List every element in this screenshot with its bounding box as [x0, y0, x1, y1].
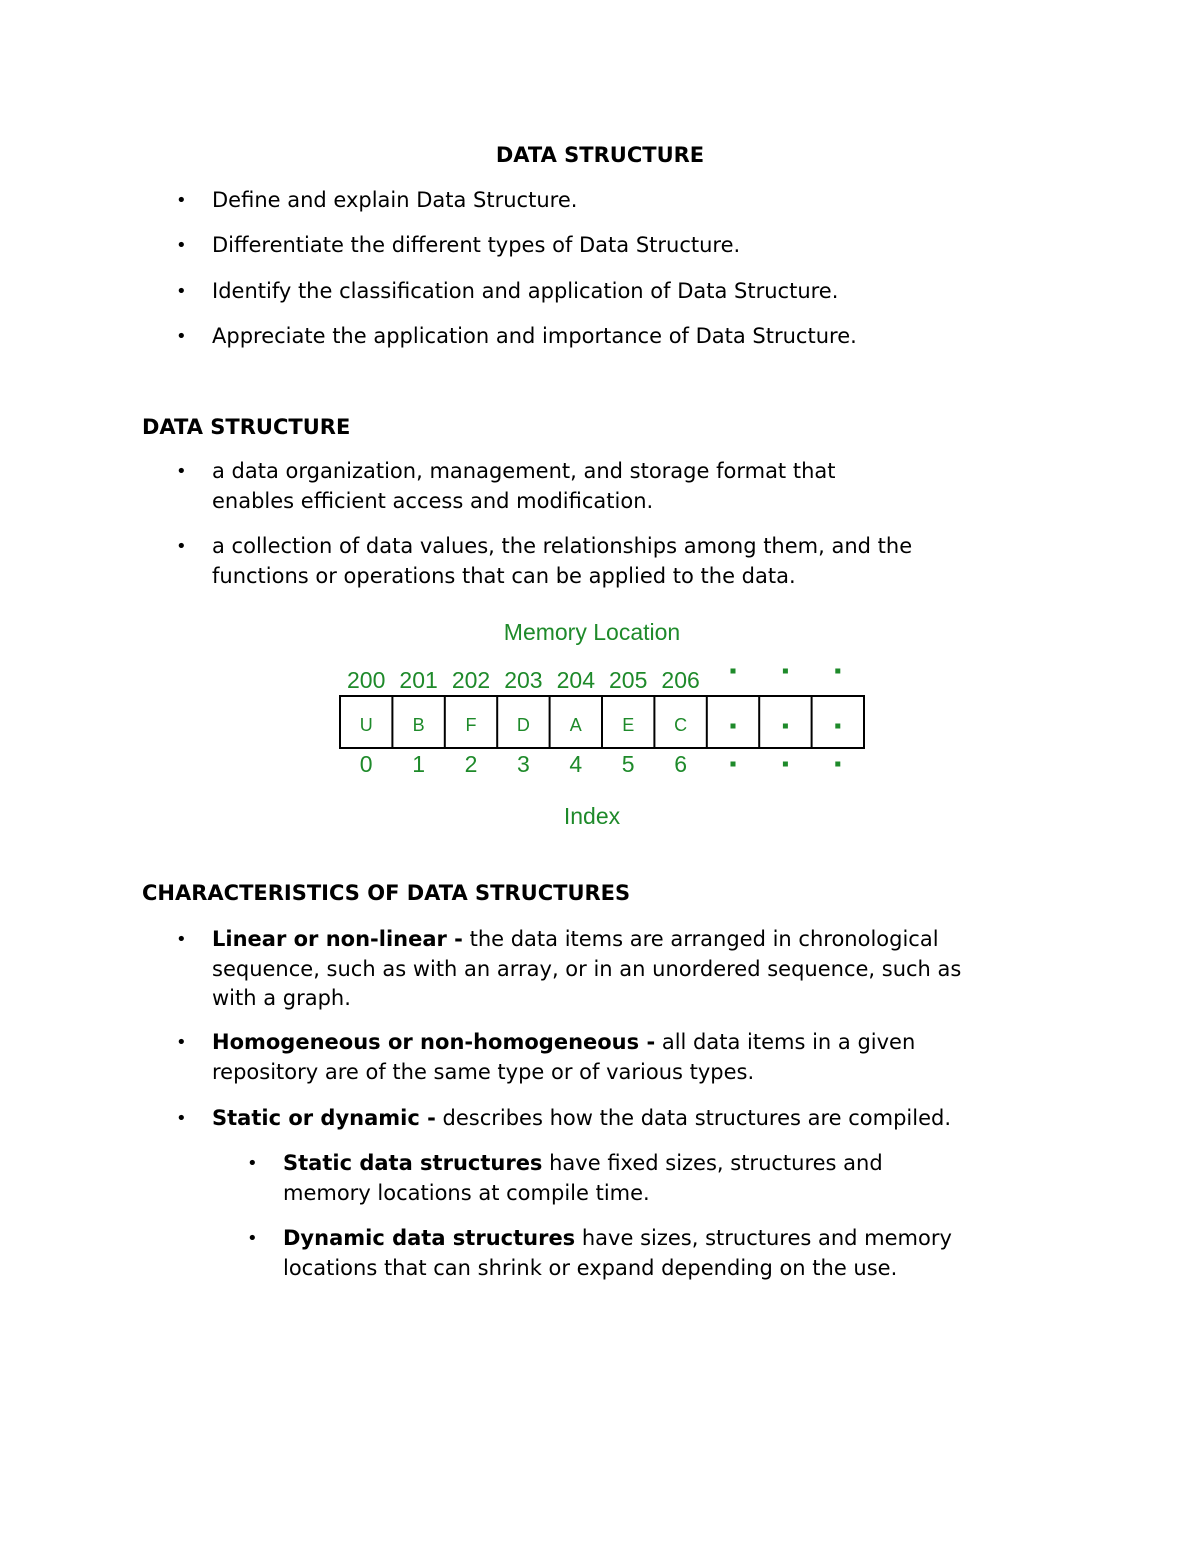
- memory-address-label: 201: [399, 667, 438, 693]
- bullet-icon: •: [176, 281, 187, 302]
- bullet-icon: •: [247, 1153, 258, 1174]
- array-index-label: 1: [412, 751, 425, 777]
- array-index-label: 4: [569, 751, 583, 777]
- array-cell-value: C: [674, 715, 688, 735]
- characteristic-item: • Static or dynamic - describes how the data structures are compiled.: [212, 1104, 1072, 1134]
- section-heading-characteristics: CHARACTERISTICS OF DATA STRUCTURES: [142, 881, 631, 905]
- array-cell-value: E: [622, 715, 635, 735]
- ellipsis-dot: [835, 669, 840, 674]
- ellipsis-dot: [783, 724, 788, 729]
- ellipsis-dot: [731, 669, 736, 674]
- characteristic-item: • Homogeneous or non-homogeneous - all data items in a given repository are of the same type or of various types.: [176, 1030, 916, 1084]
- characteristic-item: • Linear or non-linear - the data items are arranged in chronological sequence, such as with an array, or in an unordered sequence, such as with a graph.: [176, 927, 962, 1010]
- bullet-icon: •: [176, 1108, 187, 1129]
- sub-characteristic-item: • Static data structures have fixed sizes, structures and memory locations at compile time.: [247, 1151, 883, 1205]
- objective-item: • Define and explain Data Structure.: [212, 186, 1072, 216]
- bullet-icon: •: [176, 326, 187, 347]
- sub-characteristic-item: • Dynamic data structures have sizes, structures and memory locations that can shrink or expand depending on the use.: [247, 1226, 952, 1280]
- definition-item: • a collection of data values, the relationships among them, and the functions or operations that can be applied to the data.: [176, 534, 913, 588]
- memory-address-label: 206: [661, 667, 700, 693]
- array-cell-value: U: [359, 715, 373, 735]
- ellipsis-dot: [783, 762, 788, 767]
- array-index-label: 6: [674, 751, 687, 777]
- bullet-icon: •: [176, 536, 187, 557]
- array-cell-value: B: [412, 715, 425, 735]
- array-index-label: 3: [517, 751, 530, 777]
- array-index-label: 2: [464, 751, 478, 777]
- ellipsis-dot: [731, 762, 736, 767]
- index-label: Index: [563, 803, 621, 829]
- bullet-icon: •: [176, 235, 187, 256]
- memory-address-label: 203: [504, 667, 543, 693]
- memory-address-label: 204: [556, 667, 595, 693]
- array-index-label: 5: [621, 751, 635, 777]
- array-cell-value: D: [516, 715, 530, 735]
- array-cell-value: F: [465, 715, 477, 735]
- bullet-icon: •: [176, 461, 187, 482]
- memory-array-diagram: [320, 600, 880, 840]
- bullet-icon: •: [176, 190, 187, 211]
- diagram-title: Memory Location: [503, 619, 681, 645]
- section-heading-data-structure: DATA STRUCTURE: [142, 415, 351, 439]
- bullet-icon: •: [176, 929, 187, 950]
- objective-item: • Differentiate the different types of Data Structure.: [212, 231, 1072, 261]
- bullet-icon: •: [176, 1032, 187, 1053]
- page-title: DATA STRUCTURE: [495, 143, 705, 167]
- bullet-icon: •: [247, 1228, 258, 1249]
- array-index-label: 0: [359, 751, 373, 777]
- definition-item: • a data organization, management, and storage format that enables efficient access and modification.: [176, 459, 836, 513]
- memory-address-label: 200: [347, 667, 386, 693]
- memory-address-label: 205: [609, 667, 648, 693]
- array-cell-value: A: [569, 715, 582, 735]
- ellipsis-dot: [783, 669, 788, 674]
- objective-item: • Identify the classification and application of Data Structure.: [212, 277, 1072, 307]
- ellipsis-dot: [835, 724, 840, 729]
- objective-item: • Appreciate the application and importance of Data Structure.: [212, 322, 1072, 352]
- memory-address-label: 202: [451, 667, 491, 693]
- ellipsis-dot: [731, 724, 736, 729]
- ellipsis-dot: [835, 762, 840, 767]
